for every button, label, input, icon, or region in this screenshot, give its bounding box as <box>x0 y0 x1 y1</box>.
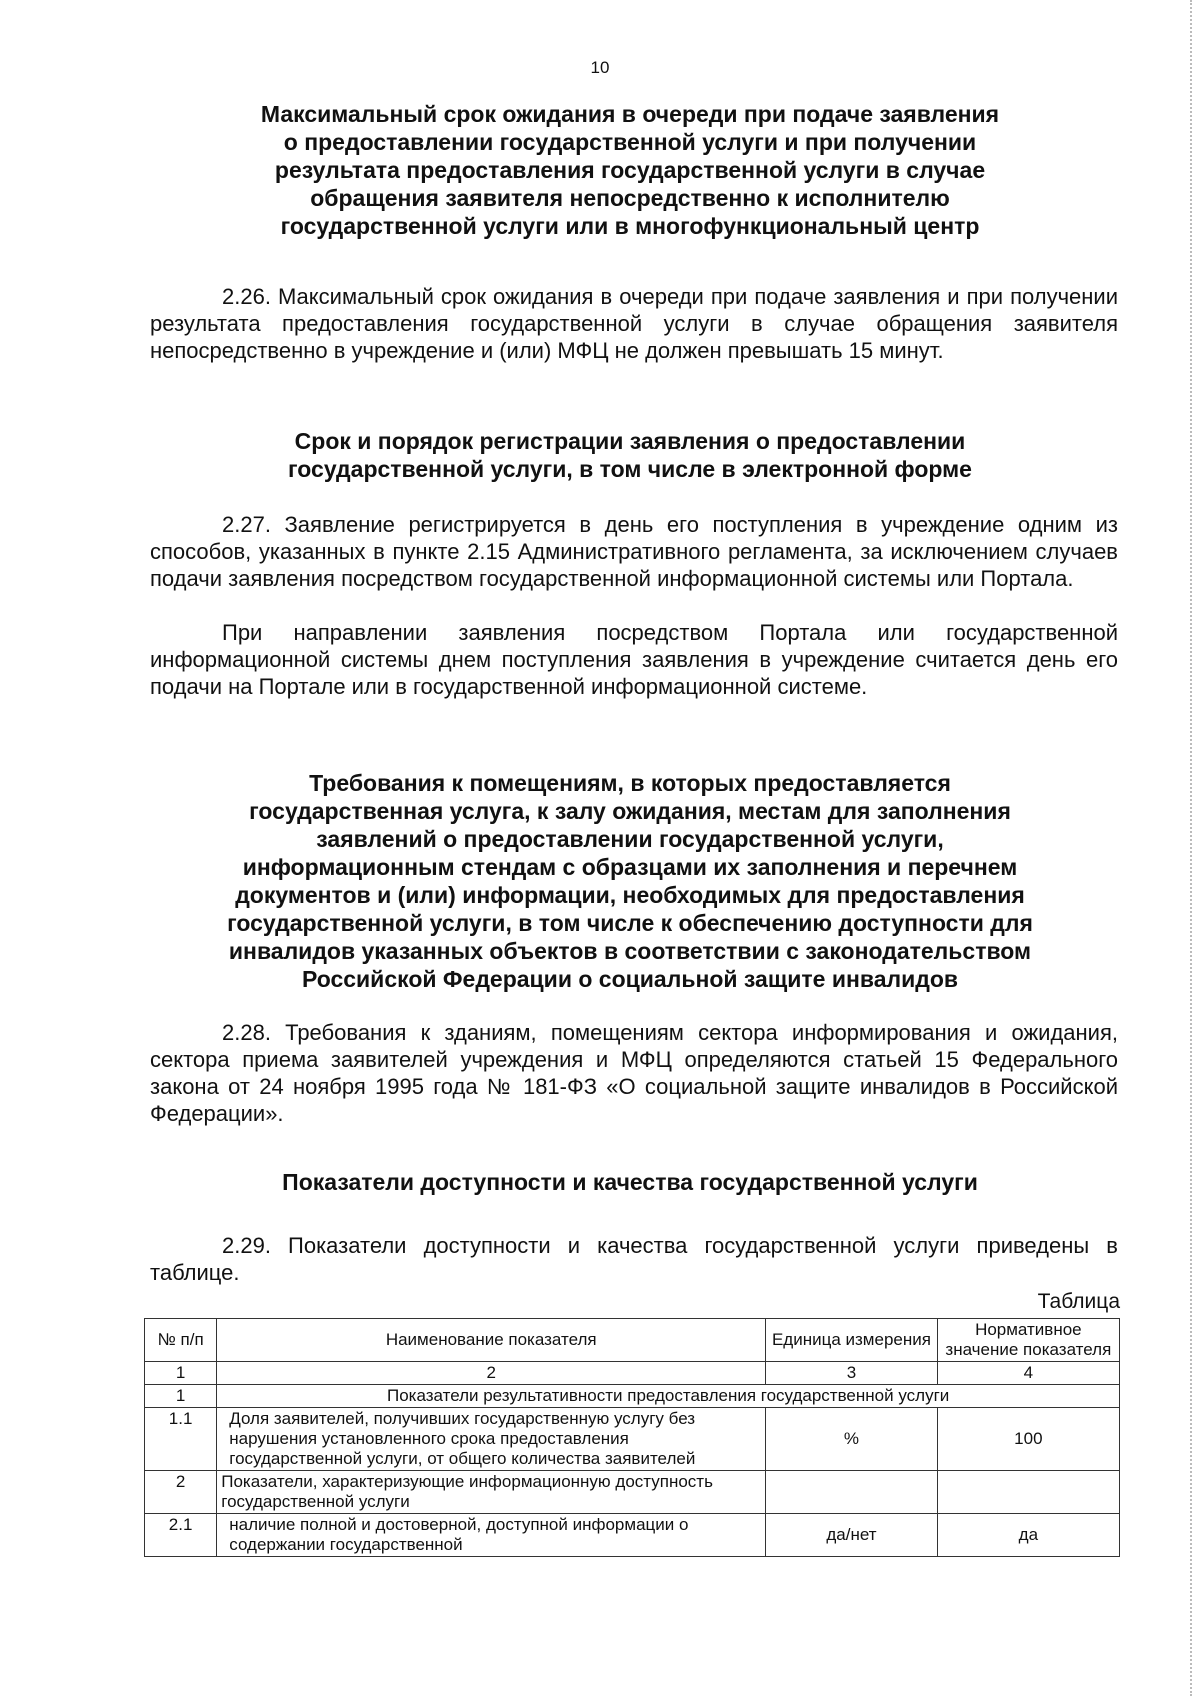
scan-edge <box>1190 0 1194 1696</box>
section-heading-registration: Срок и порядок регистрации заявления о предоставлении государственной услуги, в том числе в электронной форме <box>288 428 972 482</box>
table-header-numbers-row <box>145 1362 1120 1385</box>
row-name: Показатели, характеризующие информационную доступность государственной услуги <box>217 1471 766 1514</box>
indicators-table <box>144 1318 1120 1557</box>
row-num: 1.1 <box>145 1408 217 1471</box>
row-num: 2 <box>145 1471 217 1514</box>
paragraph-2-28: 2.28. Требования к зданиям, помещениям сектора информирования и ожидания, сектора приема заявителей учреждения и МФЦ определяются статьей 15 Федерального закона от 24 ноября 1995 года № 181-ФЗ «О социальной защите инвалидов в Российской Федерации». <box>150 1020 1118 1126</box>
section-heading-wait-time: Максимальный срок ожидания в очереди при подаче заявления о предоставлении государственной услуги и при получении результата предоставления государственной услуги в случае обращения заявителя непосредственно к исполнителю государственной услуги или в многофункциональный центр <box>260 101 1000 239</box>
row-num: 1 <box>145 1385 217 1408</box>
row-value: 100 <box>937 1408 1119 1471</box>
header-unit: Единица измерения <box>766 1319 937 1362</box>
table-row <box>145 1385 1120 1408</box>
header-name: Наименование показателя <box>217 1319 766 1362</box>
paragraph-2-29: 2.29. Показатели доступности и качества государственной услуги приведены в таблице. <box>150 1233 1118 1285</box>
row-num: 2.1 <box>145 1514 217 1557</box>
table-row <box>145 1514 1120 1557</box>
row-unit-empty <box>766 1471 937 1514</box>
header-number: 3 <box>766 1362 937 1385</box>
row-unit: да/нет <box>766 1514 937 1557</box>
row-group-name: Показатели результативности предоставления государственной услуги <box>217 1385 1120 1408</box>
table-row <box>145 1471 1120 1514</box>
table-header-row <box>145 1319 1120 1362</box>
page-number: 10 <box>590 58 610 77</box>
row-name: наличие полной и достоверной, доступной информации о содержании государственной <box>217 1514 766 1557</box>
header-value: Нормативное значение показателя <box>937 1319 1119 1362</box>
header-num: № п/п <box>145 1319 217 1362</box>
row-unit: % <box>766 1408 937 1471</box>
header-number: 2 <box>217 1362 766 1385</box>
table-caption: Таблица <box>1037 1290 1120 1313</box>
row-value: да <box>937 1514 1119 1557</box>
section-heading-premises: Требования к помещениям, в которых предоставляется государственная услуга, к залу ожидания, местам для заполнения заявлений о предоставлении государственной услуги, информационным стендам с образцами их заполнения и перечнем документов и (или) информации, необходимых для предоставления государственной услуги, в том числе к обеспечению доступности для инвалидов указанных объектов в соответствии с законодательством Российской Федерации о социальной защите инвалидов <box>227 770 1033 992</box>
section-heading-indicators: Показатели доступности и качества государственной услуги <box>282 1169 978 1195</box>
table-row <box>145 1408 1120 1471</box>
row-value-empty <box>937 1471 1119 1514</box>
paragraph-2-27: 2.27. Заявление регистрируется в день его поступления в учреждение одним из способов, указанных в пункте 2.15 Административного регламента, за исключением случаев подачи заявления посредством государственной информационной системы или Портала. <box>150 512 1118 591</box>
header-number: 1 <box>145 1362 217 1385</box>
paragraph-2-27-portal: При направлении заявления посредством Портала или государственной информационной системы днем поступления заявления в учреждение считается день его подачи на Портале или в государственной информационной системе. <box>150 620 1118 699</box>
paragraph-2-26: 2.26. Максимальный срок ожидания в очереди при подаче заявления и при получении результата предоставления государственной услуги в случае обращения заявителя непосредственно в учреждение и (или) МФЦ не должен превышать 15 минут. <box>150 284 1118 363</box>
header-number: 4 <box>937 1362 1119 1385</box>
row-name: Доля заявителей, получивших государственную услугу без нарушения установленного срока предоставления государственной услуги, от общего количества заявителей <box>217 1408 766 1471</box>
